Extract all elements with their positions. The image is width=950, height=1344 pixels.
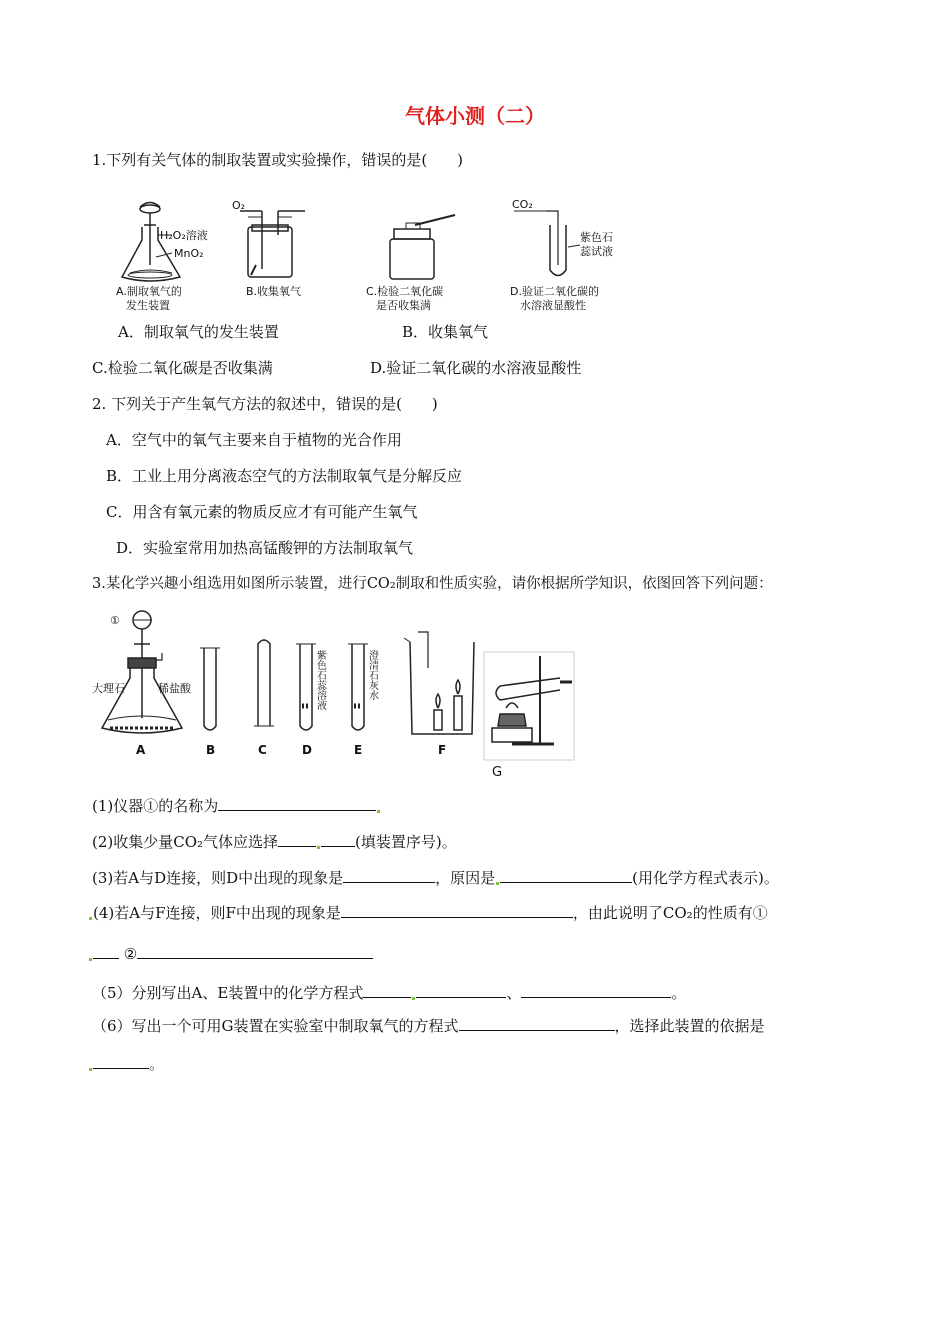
litmus-solution-label: 紫色石蕊溶液 <box>314 650 326 710</box>
q3-part3-text-a: (3)若A与D连接，则D中出现的现象是 <box>92 869 344 887</box>
q3-part4-text-b: ，由此说明了CO₂的性质有① <box>572 904 768 922</box>
answer-blank-5c[interactable] <box>521 983 671 998</box>
burning-stick-icon <box>415 215 455 225</box>
q3-part3-text-b: ，原因是 <box>435 869 496 887</box>
q3-part3 <box>92 868 779 888</box>
q3-stem: 3.某化学兴趣小组选用如图所示装置，进行CO₂制取和性质实验，请你根据所学知识，依图回答下列问题： <box>92 576 773 592</box>
caption-c-line2: 是否收集满 <box>376 299 431 312</box>
device-c-letter: C <box>258 743 267 757</box>
answer-blank-4a[interactable] <box>341 903 573 918</box>
q1-option-c: C.检验二氧化碳是否收集满 <box>92 359 273 377</box>
device-e-letter: E <box>354 743 363 757</box>
answer-blank-1[interactable] <box>218 796 376 811</box>
q3-part6-text-c: 。 <box>149 1055 165 1073</box>
device-g-letter: G <box>492 765 503 780</box>
page-title: 气体小测（二） <box>405 104 545 128</box>
q3-part5 <box>92 983 686 1003</box>
answer-blank-5b[interactable] <box>416 983 506 998</box>
acid-label: 稀盐酸 <box>158 682 191 695</box>
q1-option-a: A．制取氧气的发生装置 <box>118 323 279 341</box>
device-a-letter: A <box>136 743 146 757</box>
q2-option-d: D．实验室常用加热高锰酸钾的方法制取氧气 <box>116 539 414 557</box>
q3-part2-text-b: (填装置序号)。 <box>355 833 457 851</box>
device-d-letter: D <box>302 743 312 757</box>
q3-part5-text-b: 、 <box>506 984 522 1002</box>
marble-label: 大理石 <box>92 682 125 695</box>
caption-a-line1: A.制取氧气的 <box>116 285 182 298</box>
tube-e-icon <box>352 644 364 730</box>
q3-part3-text-c: (用化学方程式表示)。 <box>632 869 779 887</box>
mno2-label: MnO₂ <box>174 247 204 260</box>
co2-label: CO₂ <box>512 198 533 211</box>
answer-blank-3b[interactable] <box>500 868 632 883</box>
o2-label: O₂ <box>232 199 246 212</box>
limewater-label: 澄清石灰水 <box>366 650 378 700</box>
answer-blank-3a[interactable] <box>343 868 435 883</box>
heated-tube-icon <box>500 678 560 700</box>
caption-c-line1: C.检验二氧化碳 <box>366 285 444 298</box>
caption-a-line2: 发生装置 <box>126 299 170 312</box>
caption-d-line2: 水溶液显酸性 <box>520 299 586 312</box>
answer-blank-6a[interactable] <box>459 1016 615 1031</box>
funnel-marker: ① <box>110 614 120 627</box>
answer-blank-4c[interactable] <box>137 944 373 959</box>
q3-part5-text-a: （5）分别写出A、E装置中的化学方程式 <box>92 984 364 1002</box>
q2-option-a: A．空气中的氧气主要来自于植物的光合作用 <box>106 431 402 449</box>
q2-option-c: C．用含有氧元素的物质反应才有可能产生氧气 <box>106 503 418 521</box>
q3-part2 <box>92 832 457 852</box>
flame-icon <box>436 694 440 708</box>
q1-option-b: B．收集氧气 <box>402 323 489 341</box>
collecting-bottle-icon <box>390 239 434 279</box>
h2o2-label: H₂O₂溶液 <box>160 229 208 242</box>
q3-part6 <box>92 1016 765 1036</box>
q3-part6-text-b: ，选择此装置的依据是 <box>614 1017 765 1035</box>
caption-b: B.收集氧气 <box>246 285 302 298</box>
answer-blank-4b[interactable] <box>93 944 119 959</box>
litmus-label-1: 紫色石 <box>580 231 613 244</box>
answer-blank-2a[interactable] <box>278 832 316 847</box>
q3-part6-continued <box>88 1054 164 1074</box>
tube-c-icon <box>258 640 270 726</box>
tube-d-icon <box>300 644 312 730</box>
q1-option-d: D.验证二氧化碳的水溶液显酸性 <box>370 359 582 377</box>
q3-part2-text-a: (2)收集少量CO₂气体应选择 <box>92 833 279 851</box>
q3-part4-text-a: (4)若A与F连接，则F中出现的现象是 <box>93 904 341 922</box>
q2-option-b: B．工业上用分离液态空气的方法制取氧气是分解反应 <box>106 467 463 485</box>
q3-part4-text-c: ② <box>123 945 138 963</box>
tube-b-icon <box>204 648 216 730</box>
answer-blank-6b[interactable] <box>93 1054 149 1069</box>
q3-part4-continued <box>88 944 373 964</box>
answer-blank-5a[interactable] <box>363 983 411 998</box>
q2-stem: 2. 下列关于产生氧气方法的叙述中，错误的是( ) <box>92 395 438 413</box>
answer-blank-2b[interactable] <box>321 832 355 847</box>
q3-part1 <box>92 796 381 816</box>
q3-part6-text-a: （6）写出一个可用G装置在实验室中制取氧气的方程式 <box>92 1017 459 1035</box>
device-f-letter: F <box>438 743 447 757</box>
q3-part1-text: (1)仪器①的名称为 <box>92 797 219 815</box>
q3-figure <box>92 608 582 788</box>
q1-stem: 1.下列有关气体的制取装置或实验操作，错误的是( ) <box>92 151 464 169</box>
caption-d-line1: D.验证二氧化碳的 <box>510 285 599 298</box>
q3-part4 <box>88 903 768 923</box>
litmus-label-2: 蕊试液 <box>580 245 613 258</box>
device-b-letter: B <box>206 743 216 757</box>
q3-part5-text-c: 。 <box>671 984 687 1002</box>
